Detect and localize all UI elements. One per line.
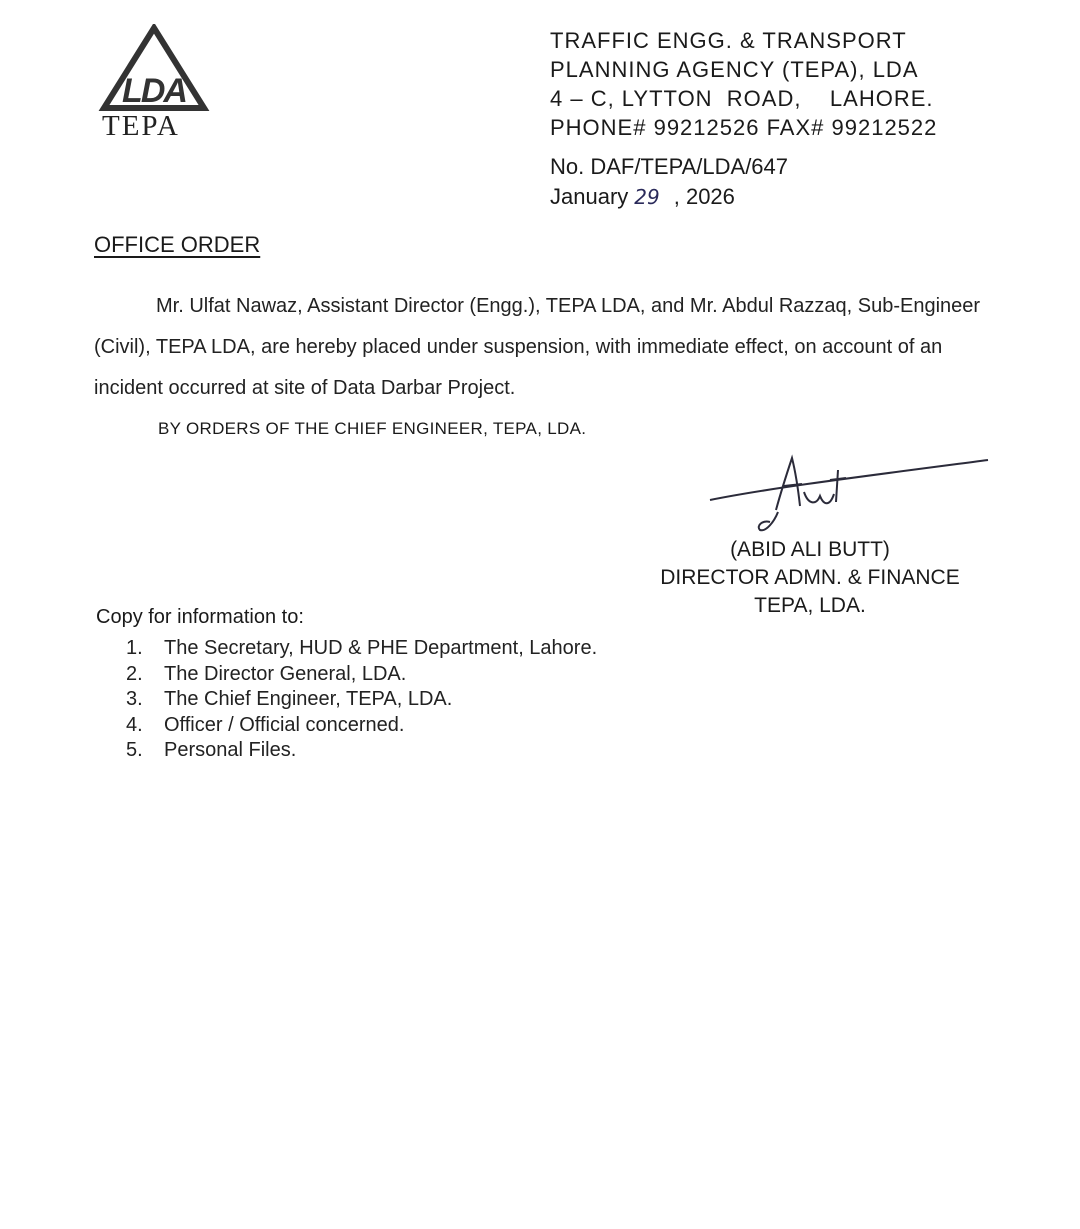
- logo-caption: TEPA: [102, 110, 180, 142]
- date-year: , 2026: [673, 184, 735, 209]
- tepa-lda-logo: [98, 24, 210, 144]
- letterhead-line: TRAFFIC ENGG. & TRANSPORT: [550, 28, 907, 53]
- order-date: [550, 182, 788, 212]
- date-day-handwritten: 29: [634, 185, 660, 209]
- copy-list: [120, 636, 597, 764]
- order-body: [94, 286, 1016, 409]
- svg-text:LDA: LDA: [122, 72, 186, 110]
- letterhead-address: [550, 26, 937, 142]
- reference-number: No. DAF/TEPA/LDA/647: [550, 154, 789, 179]
- list-item: 5. Personal Files.: [126, 739, 297, 761]
- lda-triangle-logo-icon: [98, 24, 210, 114]
- list-item: 2. The Director General, LDA.: [126, 662, 407, 685]
- list-item: 3. The Chief Engineer, TEPA, LDA.: [126, 688, 453, 710]
- list-item: 4. Officer / Official concerned.: [126, 713, 405, 736]
- letterhead-line: 4 – C, LYTTON ROAD, LAHORE.: [550, 86, 934, 111]
- page-title: OFFICE ORDER: [94, 232, 261, 257]
- date-month: January: [550, 184, 629, 209]
- reference-block: [550, 152, 788, 212]
- letterhead-line: PHONE# 99212526 FAX# 99212522: [550, 115, 938, 140]
- orders-line: BY ORDERS OF THE CHIEF ENGINEER, TEPA, LDA.: [158, 419, 587, 438]
- letterhead-line: PLANNING AGENCY (TEPA), LDA: [550, 57, 919, 82]
- signatory-office: TEPA, LDA.: [754, 594, 866, 617]
- order-paragraph: Mr. Ulfat Nawaz, Assistant Director (Engg.), TEPA LDA, and Mr. Abdul Razzaq, Sub-Engineer (Civil), TEPA LDA, are hereby placed under suspension, with immediate effect, on account of an incident occurred at site of Data Darbar Project.: [94, 295, 981, 399]
- copy-heading: Copy for information to:: [96, 606, 304, 628]
- list-item: 1. The Secretary, HUD & PHE Department, Lahore.: [126, 637, 598, 659]
- signatory-name: (ABID ALI BUTT): [730, 538, 890, 561]
- signatory-designation: DIRECTOR ADMN. & FINANCE: [660, 566, 960, 589]
- handwritten-signature-icon: [700, 448, 1000, 538]
- signatory-block: [610, 536, 1010, 620]
